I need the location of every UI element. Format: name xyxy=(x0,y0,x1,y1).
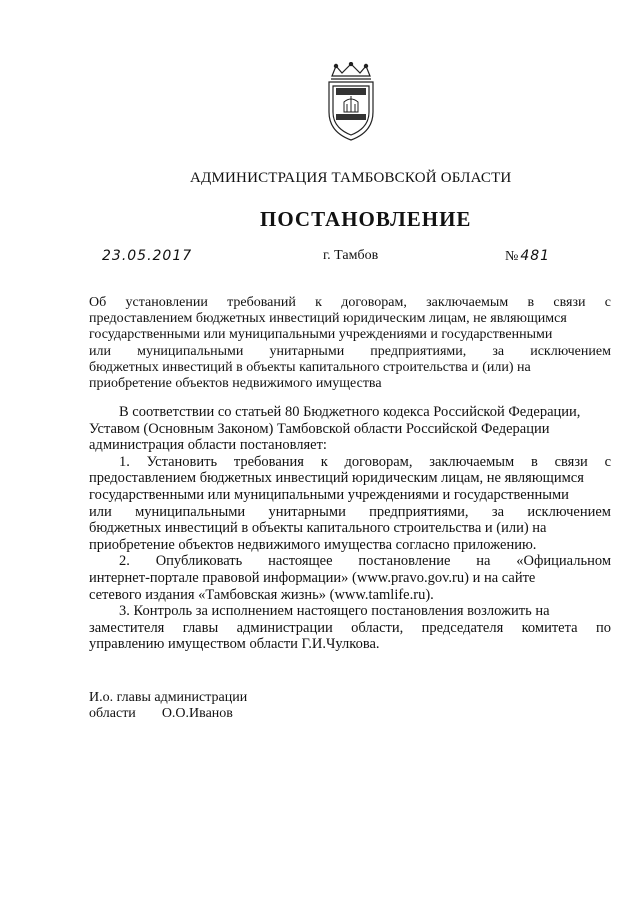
text-line xyxy=(89,344,611,360)
text-line xyxy=(89,520,611,537)
text-fragment: исключением xyxy=(530,343,611,359)
text-fragment: председателя xyxy=(421,619,504,636)
text-fragment: интернет-портале правовой информации» (www.pravo.gov.ru) и на сайте xyxy=(89,569,536,586)
text-fragment: государственными или муниципальными учреждениями и государственными xyxy=(89,327,553,343)
text-fragment: связи xyxy=(554,453,588,470)
document-date: 23.05.2017 xyxy=(102,248,193,264)
text-line xyxy=(89,376,611,392)
text-fragment: заместителя xyxy=(89,619,165,636)
text-line xyxy=(89,487,611,504)
text-line xyxy=(89,636,611,653)
signer-name: О.О.Иванов xyxy=(161,706,233,721)
text-line xyxy=(89,360,611,376)
text-fragment: настоящее xyxy=(268,553,333,570)
text-fragment: договорам, xyxy=(344,453,413,470)
text-line xyxy=(89,311,611,327)
text-fragment: в xyxy=(530,453,538,470)
text-fragment: бюджетных инвестиций в объекты капитального строительства и (или) на xyxy=(89,359,531,375)
text-fragment: 3. Контроль за исполнением настоящего постановления возложить на xyxy=(119,603,550,620)
text-fragment: в xyxy=(527,295,535,310)
text-fragment: исключением xyxy=(527,503,611,520)
text-line xyxy=(89,570,611,587)
text-line xyxy=(89,603,611,620)
text-fragment: договорам, xyxy=(341,295,407,310)
text-fragment: В соответствии со статьей 80 Бюджетного кодекса Российской Федерации, xyxy=(119,404,581,420)
text-fragment: заключаемым xyxy=(426,295,509,310)
text-fragment: или xyxy=(89,343,111,359)
text-fragment: с xyxy=(604,453,611,470)
document-title xyxy=(89,295,611,392)
text-fragment: управлению имуществом области Г.И.Чулкова. xyxy=(89,636,380,653)
text-line xyxy=(89,421,611,438)
text-fragment: унитарными xyxy=(268,503,346,520)
text-fragment: муниципальными xyxy=(137,343,244,359)
text-fragment: или xyxy=(89,503,112,520)
text-fragment: государственными или муниципальными учреждениями и государственными xyxy=(89,486,569,503)
text-fragment: предприятиями, xyxy=(369,503,469,520)
document-city: г. Тамбов xyxy=(323,248,379,263)
text-line xyxy=(89,587,611,604)
text-fragment: за xyxy=(491,503,505,520)
signer-position: И.о. главы администрации xyxy=(89,690,248,705)
text-line xyxy=(89,327,611,343)
text-fragment: приобретение объектов недвижимого имущества xyxy=(89,375,382,391)
text-line xyxy=(89,620,611,637)
text-fragment: области, xyxy=(351,619,404,636)
text-fragment: предприятиями, xyxy=(370,343,467,359)
text-fragment: унитарными xyxy=(269,343,345,359)
number-value: 481 xyxy=(520,248,551,264)
text-fragment: к xyxy=(315,295,322,310)
text-fragment: связи xyxy=(553,295,586,310)
authority-name: АДМИНИСТРАЦИЯ ТАМБОВСКОЙ ОБЛАСТИ xyxy=(190,170,512,186)
text-fragment: 2. xyxy=(119,553,130,570)
text-fragment: установлении xyxy=(125,295,208,310)
document-type-heading: ПОСТАНОВЛЕНИЕ xyxy=(260,207,472,231)
text-line xyxy=(89,295,611,311)
text-fragment: Уставом (Основным Законом) Тамбовской области Российской Федерации xyxy=(89,420,550,437)
text-fragment: администрации xyxy=(236,619,333,636)
document-number xyxy=(505,248,550,265)
text-line xyxy=(89,470,611,487)
text-fragment: Опубликовать xyxy=(155,553,243,570)
text-fragment: предоставлением бюджетных инвестиций юридическим лицам, не являющимся xyxy=(89,470,584,487)
text-fragment: приобретение объектов недвижимого имущества согласно приложению. xyxy=(89,536,537,553)
tambov-coat-of-arms-icon xyxy=(320,62,382,142)
text-fragment: сетевого издания «Тамбовская жизнь» (www.tamlife.ru). xyxy=(89,586,434,603)
text-fragment: муниципальными xyxy=(135,503,246,520)
text-line xyxy=(89,454,611,471)
text-fragment: Установить xyxy=(146,453,218,470)
text-fragment: постановление xyxy=(358,553,451,570)
text-fragment: комитета xyxy=(521,619,578,636)
text-line xyxy=(89,504,611,521)
text-line xyxy=(89,404,611,421)
text-line xyxy=(89,553,611,570)
text-fragment: бюджетных инвестиций в объекты капитального строительства и (или) на xyxy=(89,520,547,537)
text-fragment: по xyxy=(595,619,611,636)
signature-block xyxy=(89,690,247,722)
text-fragment: требований xyxy=(227,295,296,310)
text-fragment: 1. xyxy=(119,453,130,470)
text-fragment: главы xyxy=(182,619,219,636)
document-body xyxy=(89,404,611,653)
text-fragment: требования xyxy=(233,453,304,470)
signer-position-cont: области xyxy=(89,706,136,721)
text-fragment: администрация области постановляет: xyxy=(89,437,327,454)
text-fragment: на xyxy=(476,553,491,570)
text-fragment: Об xyxy=(89,295,107,310)
text-fragment: за xyxy=(492,343,505,359)
text-fragment: «Официальном xyxy=(516,553,611,570)
text-fragment: к xyxy=(320,453,328,470)
text-fragment: с xyxy=(604,295,611,310)
text-fragment: предоставлением бюджетных инвестиций юридическим лицам, не являющимся xyxy=(89,311,567,327)
text-line xyxy=(89,437,611,454)
text-fragment: заключаемым xyxy=(429,453,515,470)
number-sign: № xyxy=(505,249,519,264)
text-line xyxy=(89,537,611,554)
